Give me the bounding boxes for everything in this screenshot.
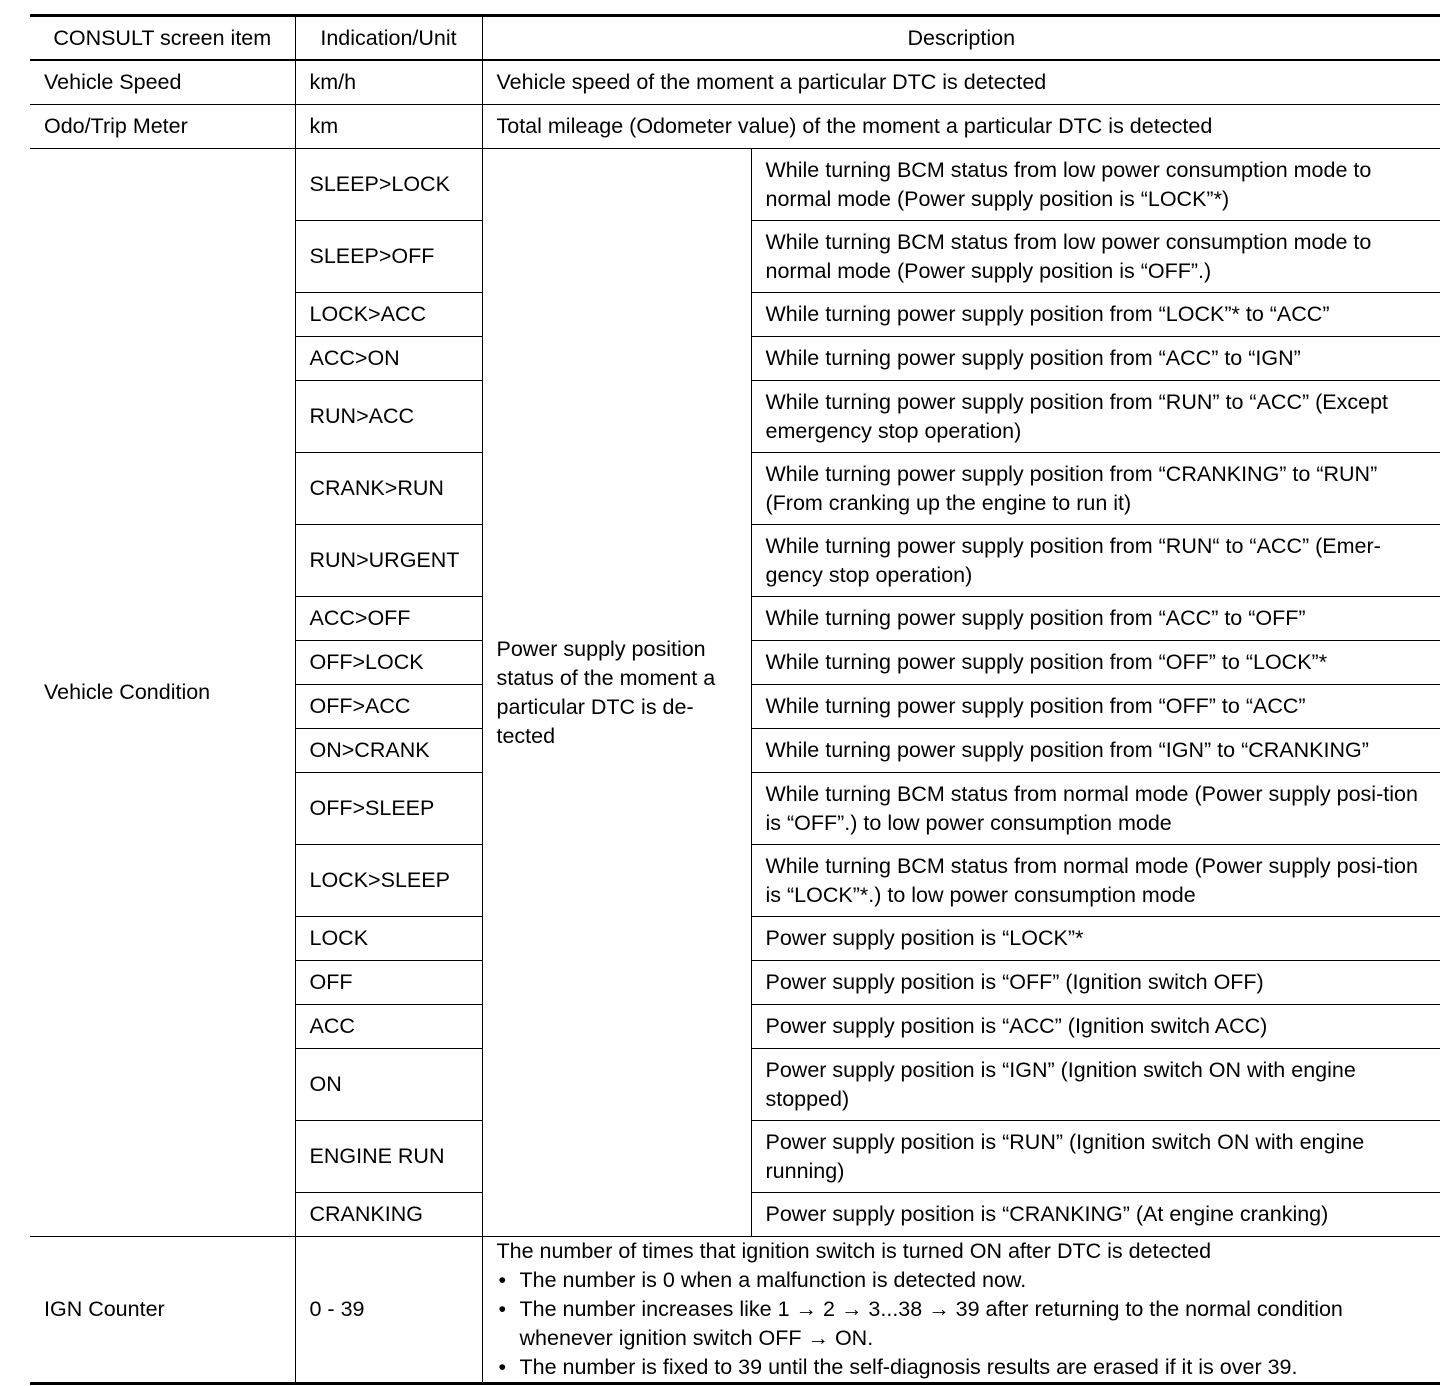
condition-description-cell: While turning power supply position from “IGN” to “CRANKING” [751,729,1440,773]
table-row-vehicle-speed [30,60,1440,105]
indication-cell: ACC [295,1005,482,1049]
condition-description-cell: Power supply position is “RUN” (Ignition switch ON with engine running) [751,1121,1440,1193]
item-cell-ign-counter: IGN Counter [30,1237,295,1384]
indication-cell: OFF>ACC [295,685,482,729]
item-cell-vehicle-condition: Vehicle Condition [30,149,295,1237]
table-header-row [30,16,1440,61]
indication-cell: OFF>LOCK [295,641,482,685]
indication-cell: OFF>SLEEP [295,773,482,845]
bullet-item: • The number is 0 when a malfunction is detected now. [497,1266,1427,1295]
condition-description-cell: Power supply position is “CRANKING” (At engine cranking) [751,1193,1440,1237]
ign-counter-bullets [497,1266,1427,1382]
indication-cell: CRANKING [295,1193,482,1237]
indication-cell: SLEEP>OFF [295,221,482,293]
condition-description-cell: While turning power supply position from “OFF” to “ACC” [751,685,1440,729]
indication-cell: LOCK [295,917,482,961]
condition-description-cell: While turning power supply position from “RUN” to “ACC” (Except emergency stop operation) [751,381,1440,453]
condition-description-cell: While turning BCM status from low power consumption mode to normal mode (Power supply position is “LOCK”*) [751,149,1440,221]
indication-cell: OFF [295,961,482,1005]
condition-description-cell: While turning BCM status from normal mode (Power supply posi-tion is “OFF”.) to low power consumption mode [751,773,1440,845]
indication-cell: ACC>ON [295,337,482,381]
indication-cell: CRANK>RUN [295,453,482,525]
unit-cell-ign-counter: 0 - 39 [295,1237,482,1384]
ign-counter-intro: The number of times that ignition switch is turned ON after DTC is detected [496,1239,1212,1263]
unit-cell: km [295,105,482,149]
indication-cell: SLEEP>LOCK [295,149,482,221]
condition-description-cell: Power supply position is “OFF” (Ignition switch OFF) [751,961,1440,1005]
indication-cell: ENGINE RUN [295,1121,482,1193]
table-row-odo-trip-meter [30,105,1440,149]
condition-description-cell: Power supply position is “IGN” (Ignition switch ON with engine stopped) [751,1049,1440,1121]
consult-data-table [30,14,1440,1385]
condition-description-cell: Power supply position is “ACC” (Ignition switch ACC) [751,1005,1440,1049]
indication-cell: RUN>ACC [295,381,482,453]
condition-description-cell: While turning power supply position from “ACC” to “IGN” [751,337,1440,381]
description-cell: Vehicle speed of the moment a particular DTC is detected [482,60,1440,105]
condition-description-cell: While turning BCM status from normal mode (Power supply posi-tion is “LOCK”*.) to low power consumption mode [751,845,1440,917]
table-row-ign-counter [30,1237,1440,1384]
condition-description-cell: While turning power supply position from “LOCK”* to “ACC” [751,293,1440,337]
condition-description-cell: While turning BCM status from low power consumption mode to normal mode (Power supply position is “OFF”.) [751,221,1440,293]
indication-cell: LOCK>ACC [295,293,482,337]
condition-description-cell: Power supply position is “LOCK”* [751,917,1440,961]
bullet-item: • The number is fixed to 39 until the self-diagnosis results are erased if it is over 39. [497,1353,1427,1382]
ign-counter-description [482,1237,1440,1384]
bullet-item: • The number increases like 1 → 2 → 3...38 → 39 after returning to the normal condition whenever ignition switch OFF → ON. [497,1295,1427,1353]
header-consult-screen-item: CONSULT screen item [30,16,295,61]
description-cell: Total mileage (Odometer value) of the moment a particular DTC is detected [482,105,1440,149]
condition-description-cell: While turning power supply position from “RUN“ to “ACC” (Emer-gency stop operation) [751,525,1440,597]
indication-cell: ACC>OFF [295,597,482,641]
unit-cell: km/h [295,60,482,105]
condition-description-cell: While turning power supply position from “ACC” to “OFF” [751,597,1440,641]
indication-cell: ON>CRANK [295,729,482,773]
item-cell: Odo/Trip Meter [30,105,295,149]
vehicle-condition-summary: Power supply position status of the moment a particular DTC is de-tected [482,149,751,1237]
indication-cell: RUN>URGENT [295,525,482,597]
item-cell: Vehicle Speed [30,60,295,105]
condition-description-cell: While turning power supply position from “OFF” to “LOCK”* [751,641,1440,685]
header-indication-unit: Indication/Unit [295,16,482,61]
table-row-vehicle-condition [30,149,1440,221]
indication-cell: ON [295,1049,482,1121]
condition-description-cell: While turning power supply position from “CRANKING” to “RUN” (From cranking up the engine to run it) [751,453,1440,525]
indication-cell: LOCK>SLEEP [295,845,482,917]
header-description: Description [482,16,1440,61]
